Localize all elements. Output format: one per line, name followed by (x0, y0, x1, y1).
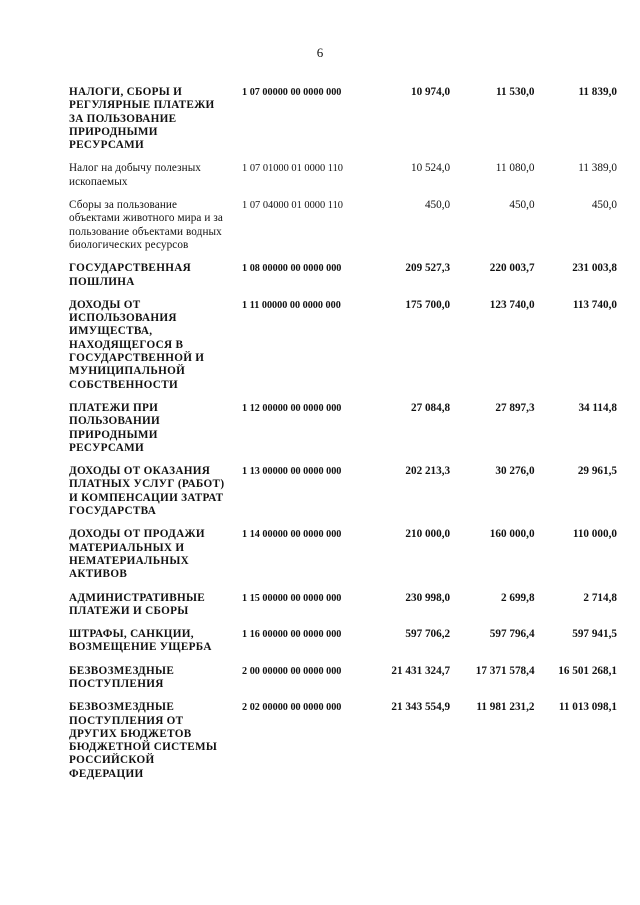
amount-year-3: 113 740,0 (572, 298, 617, 311)
budget-classification-code: 1 16 00000 00 0000 000 (242, 629, 342, 641)
amount-year-2: 123 740,0 (489, 298, 535, 311)
budget-classification-code: 1 15 00000 00 0000 000 (242, 592, 342, 604)
amount-year-1: 10 524,0 (410, 162, 451, 175)
amount-year-3: 2 714,8 (583, 591, 617, 604)
amount-year-2: 11 981 231,2 (476, 701, 535, 714)
table-row (69, 528, 617, 581)
amount-year-1: 10 974,0 (410, 86, 451, 98)
table-row (69, 262, 617, 289)
amount-year-3: 11 013 098,1 (558, 701, 617, 714)
amount-year-3: 110 000,0 (572, 528, 617, 541)
budget-classification-code: 1 11 00000 00 0000 000 (242, 299, 341, 311)
amount-year-1: 209 527,3 (405, 262, 451, 275)
amount-year-1: 597 706,2 (405, 628, 451, 641)
revenue-name: ШТРАФЫ, САНКЦИИ, ВОЗМЕЩЕНИЕ УЩЕРБА (69, 628, 212, 654)
amount-year-3: 597 941,5 (572, 628, 617, 641)
amount-year-3: 450,0 (591, 199, 617, 212)
amount-year-2: 11 080,0 (495, 162, 535, 175)
table-row (69, 665, 617, 692)
revenue-name: БЕЗВОЗМЕЗДНЫЕ ПОСТУПЛЕНИЯ (69, 664, 175, 690)
amount-year-2: 450,0 (509, 199, 535, 212)
budget-classification-code: 2 00 00000 00 0000 000 (242, 665, 342, 677)
budget-classification-code: 1 07 01000 01 0000 110 (242, 163, 343, 175)
amount-year-2: 220 003,7 (489, 262, 535, 275)
table-row (69, 162, 617, 189)
amount-year-1: 202 213,3 (405, 465, 451, 478)
table-row (69, 86, 617, 152)
revenue-name: БЕЗВОЗМЕЗДНЫЕ ПОСТУПЛЕНИЯ ОТ ДРУГИХ БЮДЖЕТОВ БЮДЖЕТНОЙ СИСТЕМЫ РОССИЙСКОЙ ФЕДЕРАЦИИ (69, 701, 218, 780)
amount-year-3: 11 839,0 (578, 86, 617, 98)
amount-year-1: 175 700,0 (405, 298, 451, 311)
amount-year-2: 30 276,0 (495, 465, 535, 478)
table-row (69, 592, 617, 619)
amount-year-3: 231 003,8 (572, 262, 617, 275)
revenue-name: Налог на добычу полезных ископаемых (69, 162, 202, 188)
amount-year-1: 27 084,8 (410, 401, 451, 414)
table-row (69, 701, 617, 781)
budget-classification-code: 1 07 04000 01 0000 110 (242, 200, 343, 212)
table-row (69, 199, 617, 252)
amount-year-3: 34 114,8 (578, 401, 617, 414)
amount-year-2: 11 530,0 (495, 86, 535, 98)
amount-year-2: 17 371 578,4 (475, 664, 535, 677)
table-row (69, 628, 617, 655)
amount-year-1: 450,0 (424, 199, 451, 212)
revenue-name: ДОХОДЫ ОТ ИСПОЛЬЗОВАНИЯ ИМУЩЕСТВА, НАХОДЯЩЕГОСЯ В ГОСУДАРСТВЕННОЙ И МУНИЦИПАЛЬНОЙ СОБСТВЕННОСТИ (69, 298, 205, 391)
revenue-name: Сборы за пользование объектами животного мира и за пользование объектами водных биологических ресурсов (69, 199, 223, 251)
revenue-name: ДОХОДЫ ОТ ПРОДАЖИ МАТЕРИАЛЬНЫХ И НЕМАТЕРИАЛЬНЫХ АКТИВОВ (69, 528, 205, 581)
budget-classification-code: 1 13 00000 00 0000 000 (242, 466, 342, 478)
budget-classification-code: 1 07 00000 00 0000 000 (242, 87, 342, 98)
budget-classification-code: 1 14 00000 00 0000 000 (242, 529, 342, 541)
amount-year-2: 597 796,4 (489, 628, 535, 641)
revenue-name: ГОСУДАРСТВЕННАЯ ПОШЛИНА (69, 262, 191, 288)
table-row (69, 465, 617, 518)
budget-classification-code: 1 12 00000 00 0000 000 (242, 402, 342, 414)
amount-year-3: 16 501 268,1 (558, 664, 617, 677)
amount-year-2: 160 000,0 (489, 528, 535, 541)
page-number: 6 (316, 45, 324, 60)
revenue-table (69, 86, 617, 791)
amount-year-1: 230 998,0 (405, 591, 451, 604)
budget-classification-code: 2 02 00000 00 0000 000 (242, 702, 342, 714)
amount-year-3: 11 389,0 (578, 162, 617, 175)
revenue-name: НАЛОГИ, СБОРЫ И РЕГУЛЯРНЫЕ ПЛАТЕЖИ ЗА ПОЛЬЗОВАНИЕ ПРИРОДНЫМИ РЕСУРСАМИ (69, 86, 215, 152)
amount-year-1: 21 343 554,9 (391, 701, 451, 714)
table-row (69, 402, 617, 455)
table-row (69, 299, 617, 392)
revenue-name: ДОХОДЫ ОТ ОКАЗАНИЯ ПЛАТНЫХ УСЛУГ (РАБОТ) И КОМПЕНСАЦИИ ЗАТРАТ ГОСУДАРСТВА (69, 465, 225, 518)
budget-classification-code: 1 08 00000 00 0000 000 (242, 263, 342, 275)
amount-year-1: 210 000,0 (405, 528, 451, 541)
revenue-name: АДМИНИСТРАТИВНЫЕ ПЛАТЕЖИ И СБОРЫ (69, 591, 206, 617)
amount-year-2: 27 897,3 (495, 401, 535, 414)
revenue-name: ПЛАТЕЖИ ПРИ ПОЛЬЗОВАНИИ ПРИРОДНЫМИ РЕСУРСАМИ (69, 401, 161, 454)
amount-year-1: 21 431 324,7 (391, 664, 451, 677)
amount-year-2: 2 699,8 (500, 591, 535, 604)
amount-year-3: 29 961,5 (577, 465, 617, 478)
